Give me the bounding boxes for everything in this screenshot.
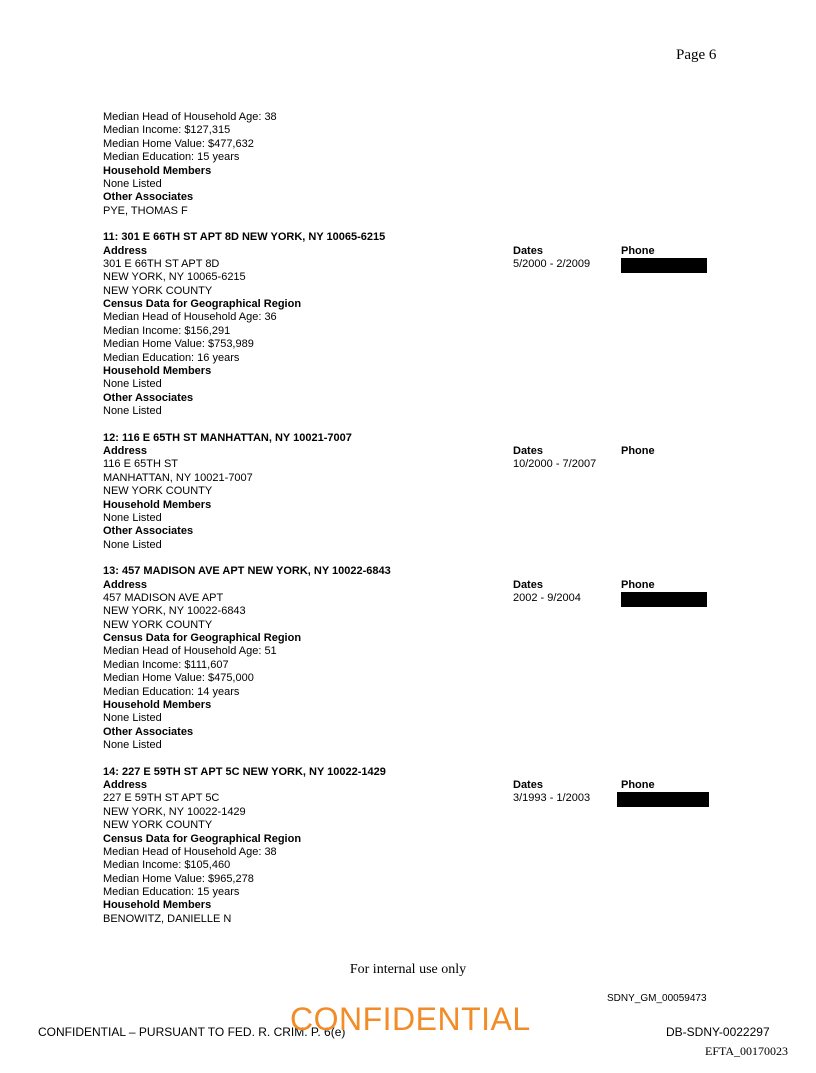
section-label: Household Members [103, 498, 212, 511]
field-line: NEW YORK, NY 10065-6215 [103, 271, 246, 284]
section-label: Address [103, 578, 148, 591]
dates-column [513, 779, 590, 806]
field-line: Median Head of Household Age: 36 [103, 311, 277, 324]
address-entry [103, 565, 743, 752]
field-line: None Listed [103, 405, 162, 418]
field-line: NEW YORK COUNTY [103, 485, 213, 498]
field-line: MANHATTAN, NY 10021-7007 [103, 471, 253, 484]
phone-column [621, 779, 655, 792]
field-line: NEW YORK COUNTY [103, 618, 213, 631]
dates-value: 3/1993 - 1/2003 [513, 792, 591, 805]
field-line: BENOWITZ, DANIELLE N [103, 912, 232, 925]
dates-label: Dates [513, 778, 543, 791]
dates-column [513, 445, 596, 472]
phone-label: Phone [621, 778, 655, 791]
field-line: 301 E 66TH ST APT 8D [103, 257, 220, 270]
field-line: Median Income: $127,315 [103, 124, 231, 137]
field-line: NEW YORK, NY 10022-6843 [103, 605, 246, 618]
dates-value: 10/2000 - 7/2007 [513, 458, 597, 471]
section-label: Other Associates [103, 725, 194, 738]
field-line: NEW YORK COUNTY [103, 284, 213, 297]
address-entry [103, 432, 743, 553]
section-label: Household Members [103, 699, 212, 712]
section-label: Household Members [103, 365, 212, 378]
bates-number-bottom: DB-SDNY-0022297 [666, 1025, 770, 1039]
dates-label: Dates [513, 444, 543, 457]
dates-value: 2002 - 9/2004 [513, 591, 581, 604]
section-label: Household Members [103, 164, 212, 177]
efta-number: EFTA_00170023 [705, 1044, 789, 1058]
dates-column [513, 579, 581, 606]
page-number: Page 6 [676, 47, 717, 63]
entry-heading: 12: 116 E 65TH ST MANHATTAN, NY 10021-7007 [103, 431, 352, 444]
section-label: Other Associates [103, 191, 194, 204]
field-line: Median Education: 14 years [103, 685, 240, 698]
field-line: None Listed [103, 712, 162, 725]
field-line: PYE, THOMAS F [103, 204, 188, 217]
entry-heading: 14: 227 E 59TH ST APT 5C NEW YORK, NY 10022-1429 [103, 765, 386, 778]
field-line: Median Home Value: $477,632 [103, 137, 254, 150]
section-label: Census Data for Geographical Region [103, 832, 302, 845]
phone-column [621, 245, 655, 258]
section-label: Address [103, 244, 148, 257]
field-line: Median Head of Household Age: 38 [103, 845, 277, 858]
field-line: None Listed [103, 511, 162, 524]
bates-number-top: SDNY_GM_00059473 [607, 993, 707, 1004]
field-line: None Listed [103, 177, 162, 190]
section-label: Other Associates [103, 391, 194, 404]
phone-label: Phone [621, 578, 655, 591]
section-label: Household Members [103, 899, 212, 912]
phone-column [621, 579, 655, 592]
section-label: Other Associates [103, 525, 194, 538]
field-line: Median Income: $111,607 [103, 658, 229, 671]
report-content [103, 111, 743, 926]
dates-label: Dates [513, 244, 543, 257]
section-label: Census Data for Geographical Region [103, 298, 302, 311]
confidential-notice: CONFIDENTIAL – PURSUANT TO FED. R. CRIM. P. 6(e) [38, 1025, 346, 1039]
dates-column [513, 245, 590, 272]
address-entry [103, 231, 743, 418]
confidential-stamp: CONFIDENTIAL [290, 1001, 531, 1037]
intro-section [103, 111, 743, 218]
phone-redaction [621, 258, 707, 273]
field-line: Median Education: 15 years [103, 151, 240, 164]
address-entry [103, 766, 743, 927]
field-line: Median Home Value: $475,000 [103, 672, 254, 685]
field-line: None Listed [103, 378, 162, 391]
phone-label: Phone [621, 244, 655, 257]
field-line: NEW YORK, NY 10022-1429 [103, 805, 246, 818]
phone-redaction [617, 792, 709, 807]
internal-use-notice: For internal use only [349, 962, 467, 977]
field-line: Median Education: 15 years [103, 886, 240, 899]
dates-value: 5/2000 - 2/2009 [513, 257, 591, 270]
field-line: 227 E 59TH ST APT 5C [103, 792, 220, 805]
address-entries [103, 231, 743, 926]
field-line: None Listed [103, 739, 162, 752]
phone-redaction [621, 592, 707, 607]
entry-heading: 11: 301 E 66TH ST APT 8D NEW YORK, NY 10065-6215 [103, 231, 386, 244]
field-line: Median Head of Household Age: 51 [103, 645, 277, 658]
field-line: Median Head of Household Age: 38 [103, 111, 277, 123]
field-line: Median Education: 16 years [103, 351, 240, 364]
dates-label: Dates [513, 578, 543, 591]
field-line: Median Home Value: $965,278 [103, 872, 254, 885]
entry-heading: 13: 457 MADISON AVE APT NEW YORK, NY 10022-6843 [103, 565, 391, 578]
field-line: 457 MADISON AVE APT [103, 591, 224, 604]
field-line: Median Income: $156,291 [103, 324, 231, 337]
field-line: Median Income: $105,460 [103, 859, 231, 872]
field-line: NEW YORK COUNTY [103, 819, 213, 832]
field-line: 116 E 65TH ST [103, 458, 178, 471]
phone-label: Phone [621, 444, 655, 457]
field-line: None Listed [103, 538, 162, 551]
section-label: Address [103, 444, 148, 457]
phone-column [621, 445, 655, 458]
section-label: Census Data for Geographical Region [103, 632, 302, 645]
section-label: Address [103, 778, 148, 791]
field-line: Median Home Value: $753,989 [103, 338, 254, 351]
